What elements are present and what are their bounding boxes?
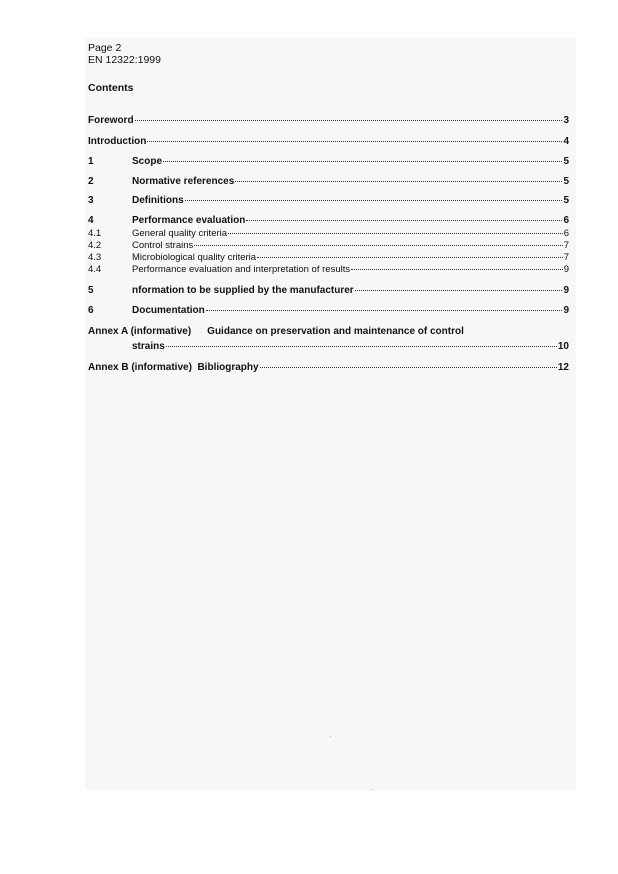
- toc-entry-number: 4.4: [88, 264, 102, 275]
- toc-entry-annex-a-cont[interactable]: [132, 341, 569, 353]
- toc-entry-title: Performance evaluation and interpretation of results: [132, 264, 351, 275]
- toc-entry-3[interactable]: [88, 195, 569, 207]
- toc-entry-page: 5: [563, 195, 569, 206]
- toc-entry-page: 7: [563, 240, 569, 251]
- dot-leader: [206, 310, 563, 311]
- annex-a-label: Annex A (informative): [88, 326, 192, 337]
- toc-entry-number: 5: [88, 285, 94, 296]
- toc-entry-page: 9: [563, 285, 569, 296]
- toc-entry-title: nformation to be supplied by the manufacturer: [132, 285, 354, 296]
- toc-entry-page: 5: [563, 176, 569, 187]
- dot-leader: [228, 233, 563, 234]
- toc-entry-number: 4.2: [88, 240, 102, 251]
- toc-entry-4-3[interactable]: [88, 252, 569, 263]
- toc-entry-page: 6: [563, 228, 569, 239]
- toc-entry-title: Normative references: [132, 176, 235, 187]
- dot-leader: [351, 269, 563, 270]
- dot-leader: [185, 200, 563, 201]
- toc-entry-page: 7: [563, 252, 569, 263]
- annex-a-title-line1: Guidance on preservation and maintenance of control: [207, 326, 464, 337]
- dot-leader: [135, 120, 563, 121]
- toc-entry-number: 6: [88, 305, 94, 316]
- toc-entry-6[interactable]: [88, 305, 569, 317]
- toc-entry-number: 2: [88, 176, 94, 187]
- toc-entry-title: General quality criteria: [132, 228, 228, 239]
- dot-leader: [246, 220, 562, 221]
- annex-a-title-line2: strains: [132, 341, 165, 352]
- contents-heading: Contents: [88, 82, 134, 94]
- toc-entry-title: Foreword: [88, 115, 134, 126]
- toc-entry-title: Performance evaluation: [132, 215, 246, 226]
- dot-leader: [355, 290, 563, 291]
- toc-entry-4-1[interactable]: [88, 228, 569, 239]
- dot-leader: [194, 245, 562, 246]
- toc-entry-page: 3: [563, 115, 569, 126]
- dot-leader: [257, 257, 563, 258]
- toc-entry-title: Control strains: [132, 240, 194, 251]
- toc-entry-title: Introduction: [88, 136, 147, 147]
- toc-entry-title: Microbiological quality criteria: [132, 252, 257, 263]
- toc-entry-introduction[interactable]: [88, 136, 569, 148]
- dot-leader: [260, 367, 557, 368]
- toc-entry-title: Documentation: [132, 305, 205, 316]
- toc-entry-5[interactable]: [88, 285, 569, 297]
- toc-entry-4-2[interactable]: [88, 240, 569, 251]
- document-page: [85, 38, 576, 790]
- toc-entry-page: 12: [557, 362, 569, 373]
- dot-leader: [163, 161, 562, 162]
- toc-entry-4-4[interactable]: [88, 264, 569, 275]
- toc-entry-page: 10: [557, 341, 569, 352]
- toc-entry-page: 6: [563, 215, 569, 226]
- scan-speck: [372, 789, 373, 790]
- page-number: Page 2: [88, 42, 122, 54]
- dot-leader: [166, 346, 557, 347]
- toc-entry-annex-b[interactable]: [88, 362, 569, 374]
- toc-entry-page: 9: [563, 305, 569, 316]
- toc-entry-number: 4: [88, 215, 94, 226]
- toc-entry-4[interactable]: [88, 215, 569, 227]
- toc-entry-page: 5: [563, 156, 569, 167]
- toc-entry-foreword[interactable]: [88, 115, 569, 127]
- toc-entry-annex-a[interactable]: [88, 326, 569, 337]
- toc-entry-page: 4: [563, 136, 569, 147]
- toc-entry-page: 9: [563, 264, 569, 275]
- toc-entry-2[interactable]: [88, 176, 569, 188]
- scan-speck: [330, 736, 331, 737]
- toc-entry-title: Definitions: [132, 195, 184, 206]
- toc-entry-number: 4.3: [88, 252, 102, 263]
- toc-entry-title: Annex B (informative) Bibliography: [88, 362, 259, 373]
- standard-id: EN 12322:1999: [88, 54, 161, 66]
- toc-entry-number: 1: [88, 156, 94, 167]
- toc-entry-number: 3: [88, 195, 94, 206]
- dot-leader: [235, 181, 562, 182]
- dot-leader: [147, 141, 562, 142]
- toc-entry-title: Scope: [132, 156, 163, 167]
- toc-entry-1[interactable]: [88, 156, 569, 168]
- toc-entry-number: 4.1: [88, 228, 102, 239]
